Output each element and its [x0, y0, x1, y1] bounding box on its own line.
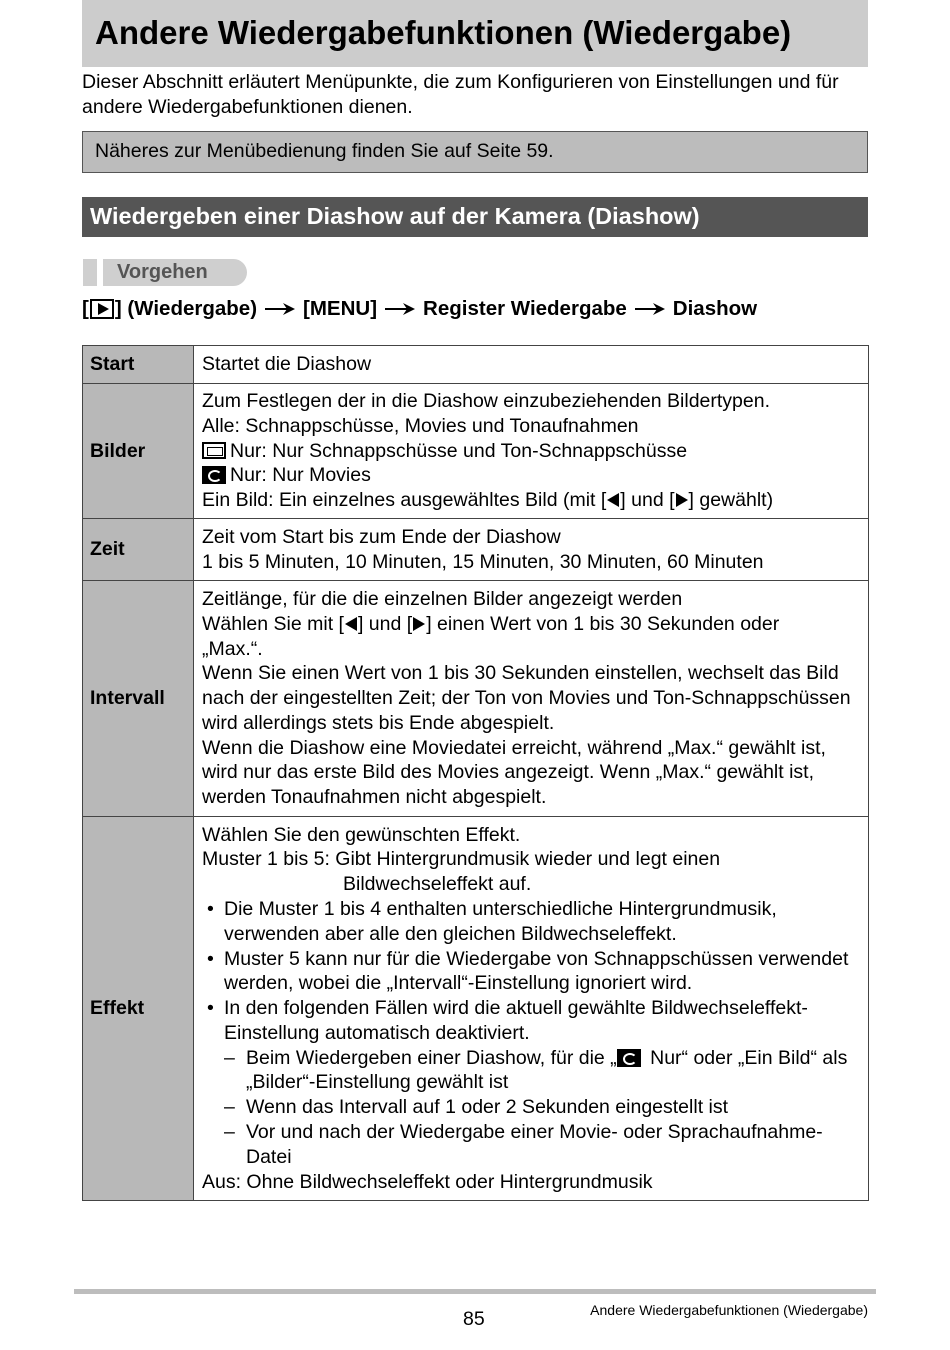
- value-text: ] gewählt): [688, 489, 774, 512]
- right-arrow-icon: [413, 617, 425, 631]
- section-title: Wiedergeben einer Diashow auf der Kamera (Diashow): [90, 203, 700, 229]
- bullet-item: • Muster 5 kann nur für die Wiedergabe von Schnappschüssen verwendet werden, wobei die „Intervall“-Einstellung ignoriert wird.: [202, 947, 860, 997]
- dash-item: [202, 1046, 860, 1096]
- value-line: Alle: Schnappschüsse, Movies und Tonaufnahmen: [202, 414, 639, 437]
- value-text: ] einen Wert von 1 bis 30 Sekunden oder: [426, 612, 780, 635]
- page-number: 85: [463, 1308, 485, 1330]
- row-value: [194, 519, 869, 581]
- value-line: Zeitlänge, für die die einzelnen Bilder angezeigt werden: [202, 587, 683, 610]
- row-key: Start: [83, 346, 194, 384]
- section-bar: [82, 197, 868, 237]
- bullet-item: • Die Muster 1 bis 4 enthalten unterschiedliche Hintergrundmusik, verwenden aber alle den gleichen Bildwechseleffekt.: [202, 897, 860, 947]
- bullet-item: • In den folgenden Fällen wird die aktuell gewählte Bildwechseleffekt-Einstellung automatisch deaktiviert.: [202, 996, 860, 1046]
- menu-path: [82, 295, 757, 323]
- procedure-label: Vorgehen: [117, 261, 208, 283]
- value-line: Zeit vom Start bis zum Ende der Diashow: [202, 525, 561, 548]
- value-line: [202, 488, 860, 513]
- arrow-right-icon: [265, 302, 295, 316]
- row-key: Zeit: [83, 519, 194, 581]
- arrow-right-icon: [385, 302, 415, 316]
- value-text: Nur: Nur Movies: [230, 464, 371, 487]
- value-line: Wählen Sie den gewünschten Effekt.: [202, 823, 521, 846]
- value-line: Startet die Diashow: [202, 353, 372, 376]
- row-key: Bilder: [83, 384, 194, 519]
- footer-rule: [74, 1289, 876, 1294]
- arrow-right-icon: [635, 302, 665, 316]
- movie-icon: [202, 466, 226, 484]
- row-value: [194, 346, 869, 384]
- path-bracket-open: [: [82, 297, 89, 320]
- dash-item: – Wenn das Intervall auf 1 oder 2 Sekunden eingestellt ist: [202, 1095, 860, 1120]
- path-menu: [MENU]: [303, 297, 378, 320]
- row-value: [194, 581, 869, 817]
- table-row-start: [83, 346, 869, 384]
- value-text: Nur: Nur Schnappschüsse und Ton-Schnappschüsse: [230, 439, 688, 462]
- running-title: Andere Wiedergabefunktionen (Wiedergabe): [590, 1302, 868, 1318]
- table-row-intervall: [83, 581, 869, 817]
- value-line: „Max.“.: [202, 637, 263, 660]
- note-box: [82, 131, 868, 173]
- movie-icon: [617, 1049, 641, 1067]
- value-text: Beim Wiedergeben einer Diashow, für die „: [246, 1046, 617, 1069]
- path-diashow: Diashow: [672, 297, 758, 320]
- value-paragraph: Wenn die Diashow eine Moviedatei erreicht, während „Max.“ gewählt ist, wird nur das erste Bild des Movies angezeigt. Wenn „Max.“ gewählt ist, werden Tonaufnahmen nicht abgespielt.: [202, 736, 826, 809]
- path-playback: ] (Wiedergabe): [114, 297, 258, 320]
- value-line: Zum Festlegen der in die Diashow einzubeziehenden Bildertypen.: [202, 390, 771, 412]
- badge-stripe: [97, 259, 103, 286]
- intro-text: Dieser Abschnitt erläutert Menüpunkte, die zum Konfigurieren von Einstellungen und für andere Wiedergabefunktionen dienen.: [82, 71, 839, 118]
- value-line: [202, 612, 860, 637]
- page-title: Andere Wiedergabefunktionen (Wiedergabe): [95, 14, 792, 51]
- row-key: Effekt: [83, 817, 194, 1201]
- table-row-effekt: [83, 817, 869, 1201]
- right-arrow-icon: [676, 493, 688, 507]
- procedure-badge: [83, 259, 247, 286]
- value-text: ] und [: [357, 612, 413, 635]
- snapshot-icon: [202, 442, 226, 459]
- left-arrow-icon: [345, 617, 357, 631]
- table-row-zeit: [83, 519, 869, 581]
- left-arrow-icon: [607, 493, 619, 507]
- value-text: Wählen Sie mit [: [202, 612, 344, 635]
- play-icon: [90, 299, 114, 319]
- value-hanging: Muster 1 bis 5: Gibt Hintergrundmusik wieder und legt einen Bildwechseleffekt auf.: [202, 848, 721, 896]
- table-row-bilder: [83, 384, 869, 519]
- dash-item: – Vor und nach der Wiedergabe einer Movie- oder Sprachaufnahme-Datei: [202, 1120, 860, 1170]
- value-line: 1 bis 5 Minuten, 10 Minuten, 15 Minuten, 30 Minuten, 60 Minuten: [202, 550, 764, 573]
- value-text: Nur“ oder „Ein Bild“ als „Bilder“-Einstellung gewählt ist: [246, 1046, 848, 1094]
- title-bar: [82, 0, 868, 67]
- value-paragraph: Wenn Sie einen Wert von 1 bis 30 Sekunden einstellen, wechselt das Bild nach der eingestellten Zeit; der Ton von Movies und Ton-Schnappschüssen wird allerdings stets bis Ende abgespielt.: [202, 662, 851, 734]
- settings-table: [82, 345, 869, 1201]
- value-line: [202, 439, 860, 464]
- row-value: [194, 384, 869, 519]
- value-text: ] und [: [620, 489, 675, 512]
- value-line: [202, 463, 860, 488]
- value-text: Ein Bild: Ein einzelnes ausgewähltes Bild (mit [: [202, 489, 607, 512]
- path-register: Register Wiedergabe: [423, 297, 627, 320]
- row-key: Intervall: [83, 581, 194, 817]
- row-value: [194, 817, 869, 1201]
- value-line: Aus: Ohne Bildwechseleffekt oder Hintergrundmusik: [202, 1170, 653, 1193]
- note-text: Näheres zur Menübedienung finden Sie auf Seite 59.: [95, 140, 554, 162]
